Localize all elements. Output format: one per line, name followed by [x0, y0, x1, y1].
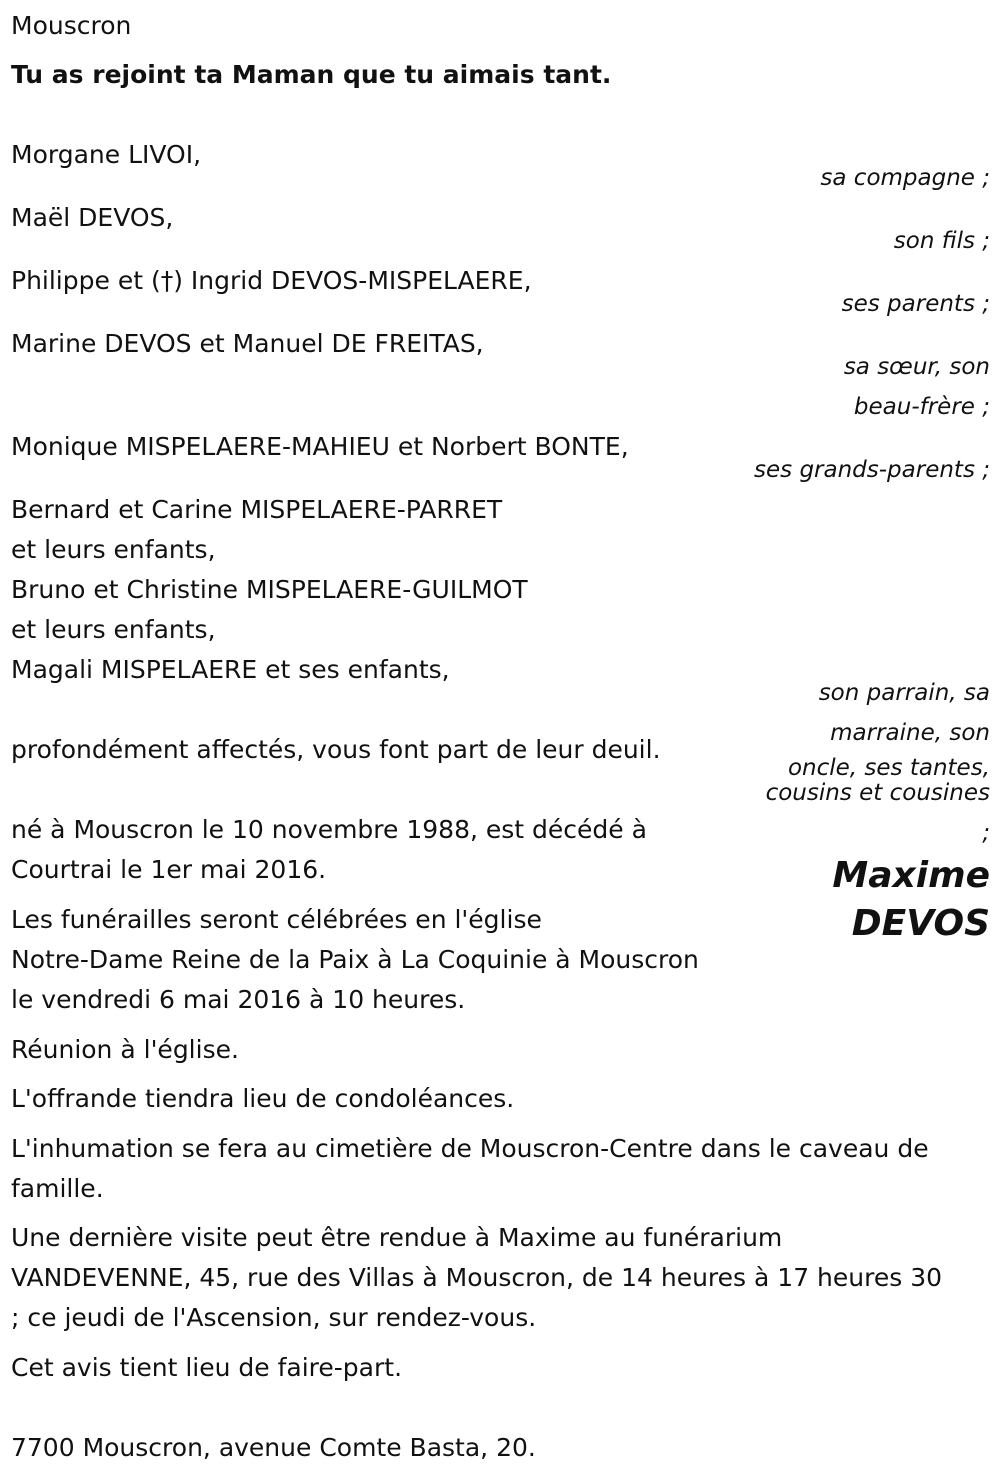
- deceased-name: [832, 852, 990, 948]
- family-names-4: Marine DEVOS et Manuel DE FREITAS,: [11, 329, 484, 358]
- extended-relation-line-4: cousins et cousines: [765, 780, 990, 806]
- headline: Tu as rejoint ta Maman que tu aimais tant.: [11, 60, 612, 89]
- meeting-text: Réunion à l'église.: [11, 1035, 239, 1064]
- family-relation-5: ses grands-parents ;: [754, 457, 990, 483]
- city-label: Mouscron: [11, 11, 132, 40]
- funeral-line-1: Les funérailles seront célébrées en l'église: [11, 905, 542, 934]
- extended-relation-line-3: oncle, ses tantes,: [787, 755, 990, 781]
- family-names-2: Maël DEVOS,: [11, 203, 174, 232]
- birth-death-line-2: Courtrai le 1er mai 2016.: [11, 855, 327, 884]
- funeral-line-3: le vendredi 6 mai 2016 à 10 heures.: [11, 985, 466, 1014]
- visit-line-2: VANDEVENNE, 45, rue des Villas à Mouscron, de 14 heures à 17 heures 30: [11, 1263, 943, 1292]
- extended-relation-line-1: son parrain, sa: [818, 680, 990, 706]
- announcement-text: profondément affectés, vous font part de leur deuil.: [11, 735, 661, 764]
- birth-death-line-1: né à Mouscron le 10 novembre 1988, est décédé à: [11, 815, 647, 844]
- burial-line-1: L'inhumation se fera au cimetière de Mouscron-Centre dans le caveau de: [11, 1134, 929, 1163]
- offering-text: L'offrande tiendra lieu de condoléances.: [11, 1084, 515, 1113]
- visit-line-1: Une dernière visite peut être rendue à Maxime au funérarium: [11, 1223, 783, 1252]
- notice-text: Cet avis tient lieu de faire-part.: [11, 1353, 403, 1382]
- family-relation-3: ses parents ;: [841, 291, 990, 317]
- family-relation-4-line1: sa sœur, son: [843, 354, 990, 380]
- family-names-3-after: ) Ingrid DEVOS-MISPELAERE,: [173, 266, 532, 295]
- family-names-5: Monique MISPELAERE-MAHIEU et Norbert BONTE,: [11, 432, 629, 461]
- family-names-1: Morgane LIVOI,: [11, 140, 202, 169]
- visit-line-3: ; ce jeudi de l'Ascension, sur rendez-vous.: [11, 1303, 537, 1332]
- family-relation-1: sa compagne ;: [820, 165, 990, 191]
- address-text: 7700 Mouscron, avenue Comte Basta, 20.: [11, 1433, 536, 1462]
- deceased-first-name: Maxime: [832, 855, 990, 896]
- extended-line-3: Bruno et Christine MISPELAERE-GUILMOT: [11, 575, 528, 604]
- extended-line-5: Magali MISPELAERE et ses enfants,: [11, 655, 450, 684]
- family-names-3-before: Philippe et (: [11, 266, 161, 295]
- extended-line-4: et leurs enfants,: [11, 615, 216, 644]
- family-relation-2: son fils ;: [893, 228, 990, 254]
- deceased-last-name: DEVOS: [851, 903, 990, 944]
- extended-line-2: et leurs enfants,: [11, 535, 216, 564]
- burial-line-2: famille.: [11, 1174, 104, 1203]
- funeral-line-2: Notre-Dame Reine de la Paix à La Coquinie à Mouscron: [11, 945, 699, 974]
- cross-icon: †: [160, 266, 174, 295]
- family-names-3: [11, 261, 532, 301]
- family-relation-4-line2: beau-frère ;: [853, 394, 990, 420]
- extended-relation-line-2: marraine, son: [830, 720, 990, 746]
- extended-relation-line-5: ;: [982, 820, 990, 846]
- extended-line-1: Bernard et Carine MISPELAERE-PARRET: [11, 495, 503, 524]
